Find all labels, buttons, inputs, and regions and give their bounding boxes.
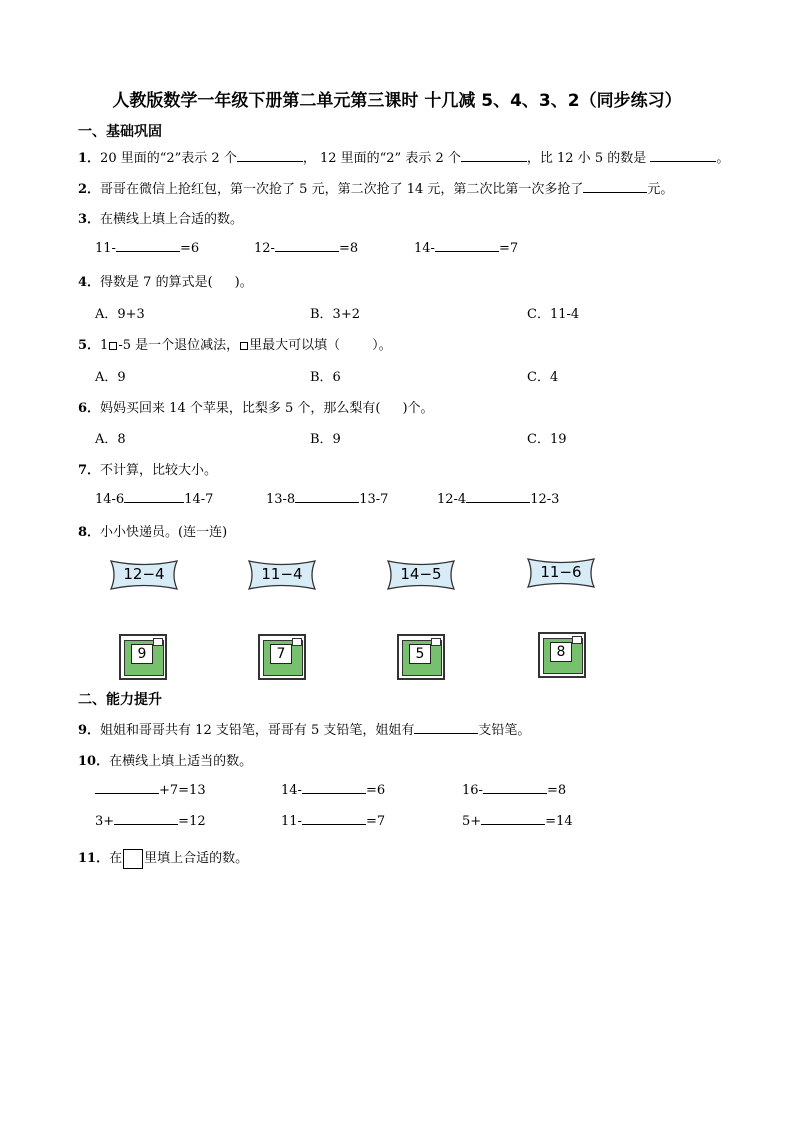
option-b[interactable]: B．6 xyxy=(310,370,341,385)
answer-blank[interactable] xyxy=(583,181,647,193)
q1-text-a: 20 里面的“2”表示 2 个 xyxy=(100,151,237,166)
mailbox-number: 7 xyxy=(270,644,292,664)
q5-text-d: ）。 xyxy=(372,338,392,353)
question-number: 10． xyxy=(78,754,110,769)
answer-blank[interactable] xyxy=(302,813,366,825)
answer-blank[interactable] xyxy=(483,782,547,794)
pillow-card-4[interactable] xyxy=(524,555,598,591)
expr-part: 5+ xyxy=(462,814,482,829)
expr-part: =12 xyxy=(178,814,206,829)
question-2 xyxy=(78,178,673,197)
pillow-label: 12−4 xyxy=(123,565,165,583)
expr-part: 11- xyxy=(95,241,116,256)
q10-expr-4 xyxy=(95,813,206,829)
answer-blank[interactable] xyxy=(481,813,545,825)
option-a[interactable]: A．8 xyxy=(95,432,126,447)
answer-blank[interactable] xyxy=(114,813,178,825)
expr-part: =8 xyxy=(338,241,359,256)
question-number: 8． xyxy=(78,525,101,540)
question-11 xyxy=(78,847,248,869)
expr-part: 11- xyxy=(281,814,302,829)
q5-text-b: -5 是一个退位减法， xyxy=(118,338,240,353)
question-number: 9． xyxy=(78,723,101,738)
expr-part: 12-4 xyxy=(437,492,467,507)
q5-text-a: 1 xyxy=(100,338,109,353)
pillow-card-2[interactable] xyxy=(245,557,319,593)
question-10 xyxy=(78,750,252,769)
answer-blank[interactable] xyxy=(295,491,359,503)
expr-part: 3+ xyxy=(95,814,115,829)
q5-text-c: 里最大可以填（ xyxy=(249,338,341,353)
option-a[interactable]: A．9 xyxy=(95,370,126,385)
expr-part: 12- xyxy=(254,241,275,256)
mailbox-tab xyxy=(153,638,163,646)
box-placeholder xyxy=(240,342,248,350)
mailbox-number: 5 xyxy=(409,644,431,664)
q10-text: 在横线上填上适当的数。 xyxy=(109,754,253,769)
q2-text-b: 元。 xyxy=(647,182,674,197)
pillow-label: 11−6 xyxy=(540,563,582,581)
expr-part: 14- xyxy=(281,783,302,798)
q6-text-b: )个。 xyxy=(402,401,434,416)
question-number: 7． xyxy=(78,463,101,478)
expr-part: 12-3 xyxy=(530,492,560,507)
expr-part: 14-6 xyxy=(95,492,125,507)
expr-part: 14-7 xyxy=(184,492,214,507)
question-number: 5． xyxy=(78,338,101,353)
mailbox-2[interactable] xyxy=(258,634,306,680)
option-c[interactable]: C．4 xyxy=(527,370,559,385)
box-placeholder xyxy=(109,342,117,350)
pillow-label: 11−4 xyxy=(261,565,303,583)
answer-blank[interactable] xyxy=(650,150,716,162)
question-number: 4． xyxy=(78,275,101,290)
question-4 xyxy=(78,271,253,290)
expr-part: =6 xyxy=(179,241,200,256)
option-c[interactable]: C．19 xyxy=(527,432,567,447)
question-6 xyxy=(78,397,434,416)
expr-part: =6 xyxy=(365,783,386,798)
question-number: 6． xyxy=(78,401,101,416)
q10-expr-6 xyxy=(462,813,573,829)
q9-text-a: 姐姐和哥哥共有 12 支铅笔，哥哥有 5 支铅笔，姐姐有 xyxy=(100,723,415,738)
pillow-card-1[interactable] xyxy=(107,557,181,593)
q2-text-a: 哥哥在微信上抢红包，第一次抢了 5 元，第二次抢了 14 元，第二次比第一次多抢了 xyxy=(100,182,584,197)
question-number: 2． xyxy=(78,182,101,197)
q11-text-a: 在 xyxy=(109,851,123,866)
mailbox-number: 8 xyxy=(550,642,572,662)
question-7 xyxy=(78,459,217,478)
expr-part: 13-7 xyxy=(359,492,389,507)
q1-text-c: ，比 12 小 5 的数是 xyxy=(526,151,647,166)
question-8 xyxy=(78,521,227,540)
page-title: 人教版数学一年级下册第二单元第三课时 十几减 5、4、3、2（同步练习） xyxy=(112,91,682,111)
mailbox-4[interactable] xyxy=(538,632,586,678)
answer-blank[interactable] xyxy=(116,240,180,252)
compare-1 xyxy=(95,491,213,507)
expr-part: +7=13 xyxy=(159,783,206,798)
q11-text-b: 里填上合适的数。 xyxy=(144,851,249,866)
q3-expr-1 xyxy=(95,240,199,256)
q1-text-d: 。 xyxy=(716,151,730,166)
answer-blank[interactable] xyxy=(302,782,366,794)
mailbox-3[interactable] xyxy=(397,634,445,680)
question-number: 1． xyxy=(78,151,101,166)
section-basic-heading: 一、基础巩固 xyxy=(78,124,162,140)
expr-part: 14- xyxy=(414,241,435,256)
pillow-label: 14−5 xyxy=(400,565,442,583)
expr-part: =7 xyxy=(498,241,519,256)
q7-text: 不计算，比较大小。 xyxy=(100,463,218,478)
option-c[interactable]: C．11-4 xyxy=(527,307,580,322)
expr-part: 13-8 xyxy=(266,492,296,507)
q3-expr-3 xyxy=(414,240,518,256)
mailbox-number: 9 xyxy=(131,644,153,664)
expr-part: =8 xyxy=(546,783,567,798)
answer-blank[interactable] xyxy=(414,722,478,734)
option-b[interactable]: B．3+2 xyxy=(310,307,360,322)
question-5 xyxy=(78,334,392,353)
q4-text-a: 得数是 7 的算式是( xyxy=(100,275,213,290)
answer-blank[interactable] xyxy=(124,491,184,503)
q9-text-b: 支铅笔。 xyxy=(478,723,531,738)
q4-text-b: )。 xyxy=(234,275,253,290)
question-3 xyxy=(78,208,243,227)
q1-text-b: ， 12 里面的“2” 表示 2 个 xyxy=(302,151,461,166)
question-number: 3． xyxy=(78,212,101,227)
q10-expr-2 xyxy=(281,782,385,798)
expr-part: =7 xyxy=(365,814,386,829)
pillow-card-3[interactable] xyxy=(384,557,458,593)
question-number: 11． xyxy=(78,851,110,866)
compare-2 xyxy=(266,491,388,507)
answer-box[interactable] xyxy=(123,849,143,869)
section-advanced-heading: 二、能力提升 xyxy=(78,692,162,708)
compare-3 xyxy=(437,491,559,507)
mailbox-tab xyxy=(431,638,441,646)
question-1 xyxy=(78,147,729,166)
q3-expr-2 xyxy=(254,240,358,256)
expr-part: =14 xyxy=(545,814,573,829)
question-9 xyxy=(78,719,530,738)
option-b[interactable]: B．9 xyxy=(310,432,341,447)
answer-blank[interactable] xyxy=(275,240,339,252)
mailbox-1[interactable] xyxy=(119,634,167,680)
q8-text: 小小快递员。(连一连) xyxy=(100,525,228,540)
q10-expr-1 xyxy=(95,782,206,798)
answer-blank[interactable] xyxy=(95,782,159,794)
mailbox-tab xyxy=(292,638,302,646)
expr-part: 16- xyxy=(462,783,483,798)
q10-expr-5 xyxy=(281,813,385,829)
q3-text: 在横线上填上合适的数。 xyxy=(100,212,244,227)
mailbox-tab xyxy=(572,636,582,644)
answer-blank[interactable] xyxy=(435,240,499,252)
q10-expr-3 xyxy=(462,782,566,798)
answer-blank[interactable] xyxy=(461,150,527,162)
option-a[interactable]: A．9+3 xyxy=(95,307,145,322)
answer-blank[interactable] xyxy=(466,491,530,503)
answer-blank[interactable] xyxy=(237,150,303,162)
q6-text-a: 妈妈买回来 14 个苹果，比梨多 5 个，那么梨有( xyxy=(100,401,381,416)
